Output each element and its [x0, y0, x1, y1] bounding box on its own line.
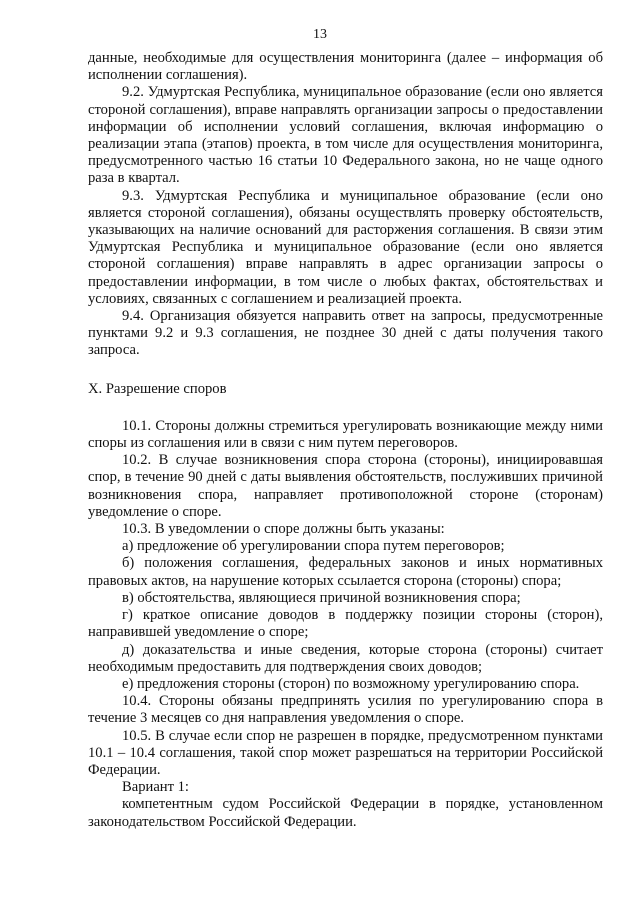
- section-heading: X. Разрешение споров: [88, 380, 227, 397]
- variant-1-text: компетентным судом Российской Федерации в порядке, установленном законодательством Российской Федерации.: [88, 796, 603, 830]
- document-body: [88, 50, 603, 831]
- list-item-d: д) доказательства и иные сведения, которые сторона (стороны) считает необходимым предоставить для подтверждения своих доводов;: [88, 641, 603, 675]
- page-number: 13: [313, 27, 327, 42]
- list-item-v: в) обстоятельства, являющиеся причиной возникновения спора;: [122, 589, 521, 606]
- paragraph-9-4: 9.4. Организация обязуется направить ответ на запросы, предусмотренные пунктами 9.2 и 9.3 соглашения, не позднее 30 дней с даты получения такого запроса.: [88, 308, 603, 359]
- variant-label: Вариант 1:: [122, 779, 189, 796]
- list-item-b: б) положения соглашения, федеральных законов и иных нормативных правовых актов, на нарушение которых ссылается сторона (стороны) спора;: [88, 555, 603, 589]
- list-item-g: г) краткое описание доводов в поддержку позиции стороны (сторон), направившей уведомление о споре;: [88, 607, 603, 641]
- list-item-a: а) предложение об урегулировании спора путем переговоров;: [122, 538, 505, 555]
- paragraph-9-3: 9.3. Удмуртская Республика и муниципальное образование (если оно является стороной соглашения), обязаны осуществлять проверку обстоятельств, указывающих на наличие оснований для расторжения соглашения. В связи этим Удмуртская Республика и муниципальное образование (если оно является стороной соглашения) вправе направлять в адрес организации запросы о предоставлении информации, в том числе о любых фактах, обстоятельствах и условиях, связанных с соглашением и реализацией проекта.: [88, 187, 603, 307]
- paragraph-10-4: 10.4. Стороны обязаны предпринять усилия по урегулированию спора в течение 3 месяцев со дня направления уведомления о споре.: [88, 693, 603, 727]
- paragraph-10-3: 10.3. В уведомлении о споре должны быть указаны:: [122, 521, 445, 538]
- paragraph-10-2: 10.2. В случае возникновения спора сторона (стороны), инициировавшая спор, в течение 90 дней с даты выявления обстоятельств, послуживших причиной возникновения спора, направляет противоположной стороне (сторонам) уведомление о споре.: [88, 452, 603, 520]
- paragraph-10-1: 10.1. Стороны должны стремиться урегулировать возникающие между ними споры из соглашения или в связи с ним путем переговоров.: [88, 417, 603, 452]
- paragraph-monitoring-info: данные, необходимые для осуществления мониторинга (далее – информация об исполнении соглашения).: [88, 50, 603, 84]
- list-item-e: е) предложения стороны (сторон) по возможному урегулированию спора.: [122, 675, 580, 692]
- paragraph-10-5: 10.5. В случае если спор не разрешен в порядке, предусмотренном пунктами 10.1 – 10.4 соглашения, такой спор может разрешаться на территории Российской Федерации.: [88, 727, 603, 778]
- paragraph-9-2: 9.2. Удмуртская Республика, муниципальное образование (если оно является стороной соглашения), вправе направлять организации запросы о предоставлении информации об исполнении условий соглашения, включая информацию о реализации этапа (этапов) проекта, в том числе для осуществления мониторинга, предусмотренного частью 16 статьи 10 Федерального закона, но не чаще одного раза в квартал.: [88, 84, 603, 187]
